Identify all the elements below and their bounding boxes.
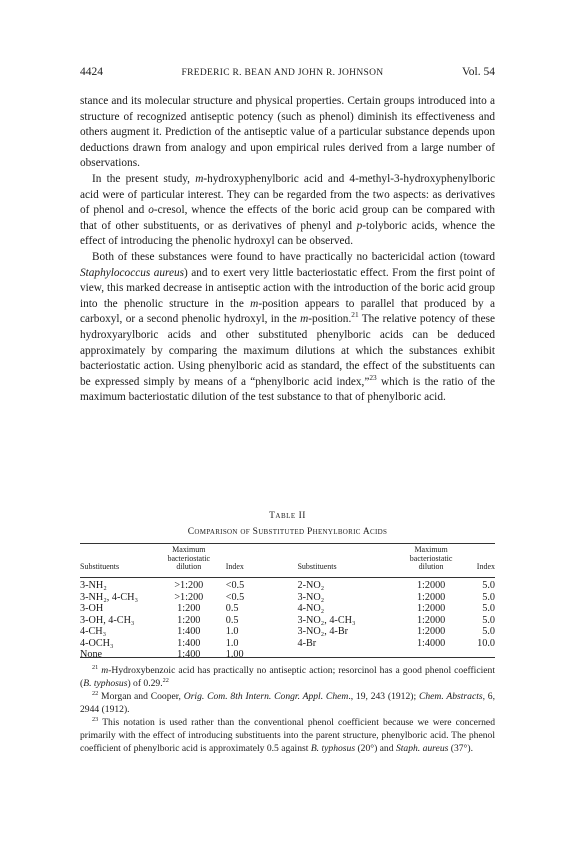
- paragraph-2: [80, 172, 495, 250]
- cell-substituent: 3-NH₂: [80, 579, 107, 591]
- footnote-number: 23: [92, 715, 99, 723]
- cell-substituent: 3-NO₂, 4-Br: [297, 626, 349, 638]
- table-row: [80, 575, 495, 592]
- cell-dilution: 1:2000: [416, 579, 446, 591]
- cell-dilution: 1:400: [177, 649, 201, 661]
- cell-index: <0.5: [225, 579, 245, 591]
- cell-dilution: 1:200: [177, 603, 201, 615]
- p3-text: Both of these substances were found to have practically no bactericidal action (toward: [92, 250, 495, 263]
- table-header-row: [80, 546, 495, 575]
- fn-italic: m: [101, 665, 109, 676]
- comparison-table: [80, 546, 495, 661]
- table-title: Table II: [269, 511, 306, 521]
- fn-text: This notation is used rather than the conventional phenol coefficient because we were concerned primarily with the effect of introducing substituents into the parent structure, phenylboric acid. The phenol coefficient of phenylboric acid is approximately 0.5 against: [80, 717, 495, 754]
- p3-italic: Staphylococcus aureus: [80, 266, 185, 279]
- col-substituents: Substituents: [297, 562, 337, 571]
- fn-text: (37°).: [448, 743, 473, 754]
- table-row: [80, 615, 495, 627]
- cell-substituent: 3-NO₂, 4-CH₃: [297, 614, 356, 626]
- cell-substituent: 4-CH₃: [80, 626, 107, 638]
- cell-dilution: 1:2000: [416, 614, 446, 626]
- cell-dilution: 1:2000: [416, 626, 446, 638]
- page-number: 4424: [80, 66, 103, 78]
- cell-substituent: [277, 649, 401, 661]
- col-index: Index: [476, 562, 495, 571]
- cell-index: 0.5: [225, 603, 239, 615]
- footnote-ref: 21: [351, 310, 359, 320]
- p2-text: In the present study,: [92, 172, 196, 185]
- col-dilution: Maximum bacteriostatic dilution: [167, 545, 211, 571]
- fn-text: Morgan and Cooper,: [101, 691, 184, 702]
- p3-italic: m: [300, 313, 309, 326]
- cell-index: [461, 649, 495, 661]
- fn-text: ., 19, 243 (1912);: [348, 691, 419, 702]
- p3-text: The relative potency of these hydroxyarylboric acids and other substituted phenylboric acids can be deduced approximately by comparing the maximum dilutions at which the substances exhibit bacteriostatic action. Using phenylboric acid as standard, the effect of the substituents can be expressed simply by means of a “phenylboric acid index,”: [80, 313, 496, 388]
- cell-dilution: >1:200: [174, 591, 204, 603]
- cell-index: 5.0: [482, 579, 495, 591]
- fn-text: (20°) and: [355, 743, 396, 754]
- table-row: [80, 592, 495, 604]
- cell-dilution: >1:200: [174, 579, 204, 591]
- fn-text: , 6, 2944 (1912).: [80, 691, 496, 715]
- table-top-rule: [80, 543, 495, 544]
- col-dilution: Maximum bacteriostatic dilution: [409, 545, 453, 571]
- cell-substituent: 3-OH: [80, 603, 104, 615]
- p3-text: -position.: [308, 313, 352, 326]
- p2-italic: m: [195, 172, 204, 185]
- table-caption: Comparison of Substituted Phenylboric Acids: [187, 527, 388, 537]
- p2-italic: p: [356, 219, 363, 232]
- footnote-23: [80, 716, 495, 755]
- cell-substituent: None: [80, 649, 103, 661]
- table-row: [80, 626, 495, 638]
- fn-italic: Orig. Com. 8th Intern. Congr. Appl. Chem: [183, 691, 349, 702]
- cell-index: 5.0: [482, 614, 495, 626]
- cell-dilution: 1:2000: [416, 603, 446, 615]
- cell-dilution: 1:400: [177, 637, 201, 649]
- cell-substituent: 3-NH₂, 4-CH₃: [80, 591, 139, 603]
- cell-dilution: 1:200: [177, 614, 201, 626]
- footnote-21: [80, 664, 495, 690]
- footnote-ref: 22: [162, 676, 169, 684]
- cell-dilution: [401, 649, 461, 661]
- p3-italic: m: [250, 297, 259, 310]
- fn-italic: Staph. aureus: [395, 743, 449, 754]
- running-authors: FREDERIC R. BEAN AND JOHN R. JOHNSON: [181, 68, 384, 78]
- cell-substituent: 4-Br: [297, 637, 317, 649]
- running-header: [80, 66, 495, 78]
- p3-text: ) and to exert very little bacteriostatic effect. From the first point of view, this marked decrease in antiseptic action with the introduction of the boric acid group into the phenolic structure in the: [80, 266, 495, 310]
- footnotes: [80, 664, 495, 755]
- cell-index: 0.5: [225, 614, 239, 626]
- col-substituents: Substituents: [80, 562, 120, 571]
- cell-dilution: 1:2000: [416, 591, 446, 603]
- cell-substituent: 2-NO₂: [297, 579, 325, 591]
- fn-text: ) of 0.29.: [127, 678, 163, 689]
- footnote-number: 22: [92, 689, 99, 697]
- footnote-ref: 23: [369, 372, 377, 382]
- table-row: [80, 638, 495, 650]
- cell-index: 1.00: [225, 649, 244, 661]
- fn-italic: B. typhosus: [83, 678, 128, 689]
- footnote-22: [80, 690, 495, 716]
- article-body: [80, 94, 495, 406]
- table-row: [80, 649, 495, 661]
- table-row: [80, 603, 495, 615]
- p2-text: -cresol, whence the effects of the boric acid group can be compared with that of other substituents, or as derivatives of phenyl and: [80, 204, 495, 232]
- cell-substituent: 3-OH, 4-CH₃: [80, 614, 135, 626]
- cell-dilution: 1:400: [177, 626, 201, 638]
- cell-substituent: 3-NO₂: [297, 591, 325, 603]
- p3-text: -position appears to parallel that produced by a carboxyl, or a second phenolic hydroxyl, in the: [80, 297, 495, 326]
- cell-index: 10.0: [477, 637, 495, 649]
- fn-italic: Chem. Abstracts: [418, 691, 483, 702]
- cell-index: 5.0: [482, 591, 495, 603]
- cell-substituent: 4-OCH₃: [80, 637, 114, 649]
- cell-index: <0.5: [225, 591, 245, 603]
- p2-italic: o: [148, 204, 154, 217]
- fn-text: -Hydroxybenzoic acid has practically no antiseptic action; resorcinol has a good phenol coefficient (: [80, 665, 495, 689]
- cell-substituent: 4-NO₂: [297, 603, 325, 615]
- p2-text: -tolyboric acids, whence the effect of introducing the phenolic hydroxyl can be observed.: [80, 219, 495, 248]
- cell-index: 5.0: [482, 603, 495, 615]
- cell-index: 5.0: [482, 626, 495, 638]
- fn-italic: B. typhosus: [310, 743, 356, 754]
- footnote-number: 21: [92, 663, 99, 671]
- paragraph-1: stance and its molecular structure and physical properties. Certain groups introduced into a structure of recognized antiseptic potency (such as phenol) diminish its effectiveness and others augment it. Prediction of the antiseptic value of a particular substance depends upon deductions drawn from analogy and upon empirical rules derived from a large number of observations.: [80, 95, 495, 170]
- paragraph-3: [80, 250, 495, 406]
- volume-label: Vol. 54: [461, 66, 495, 78]
- cell-index: 1.0: [225, 637, 239, 649]
- p3-text: which is the ratio of the maximum bacteriostatic dilution of the test substance to that of phenylboric acid.: [80, 375, 495, 404]
- cell-index: 1.0: [225, 626, 239, 638]
- col-index: Index: [225, 562, 244, 571]
- cell-dilution: 1:4000: [416, 637, 446, 649]
- p2-text: -hydroxyphenylboric acid and 4-methyl-3-hydroxyphenylboric acid were of particular interest. They can be regarded from the two aspects: as derivatives of phenol and: [80, 172, 496, 217]
